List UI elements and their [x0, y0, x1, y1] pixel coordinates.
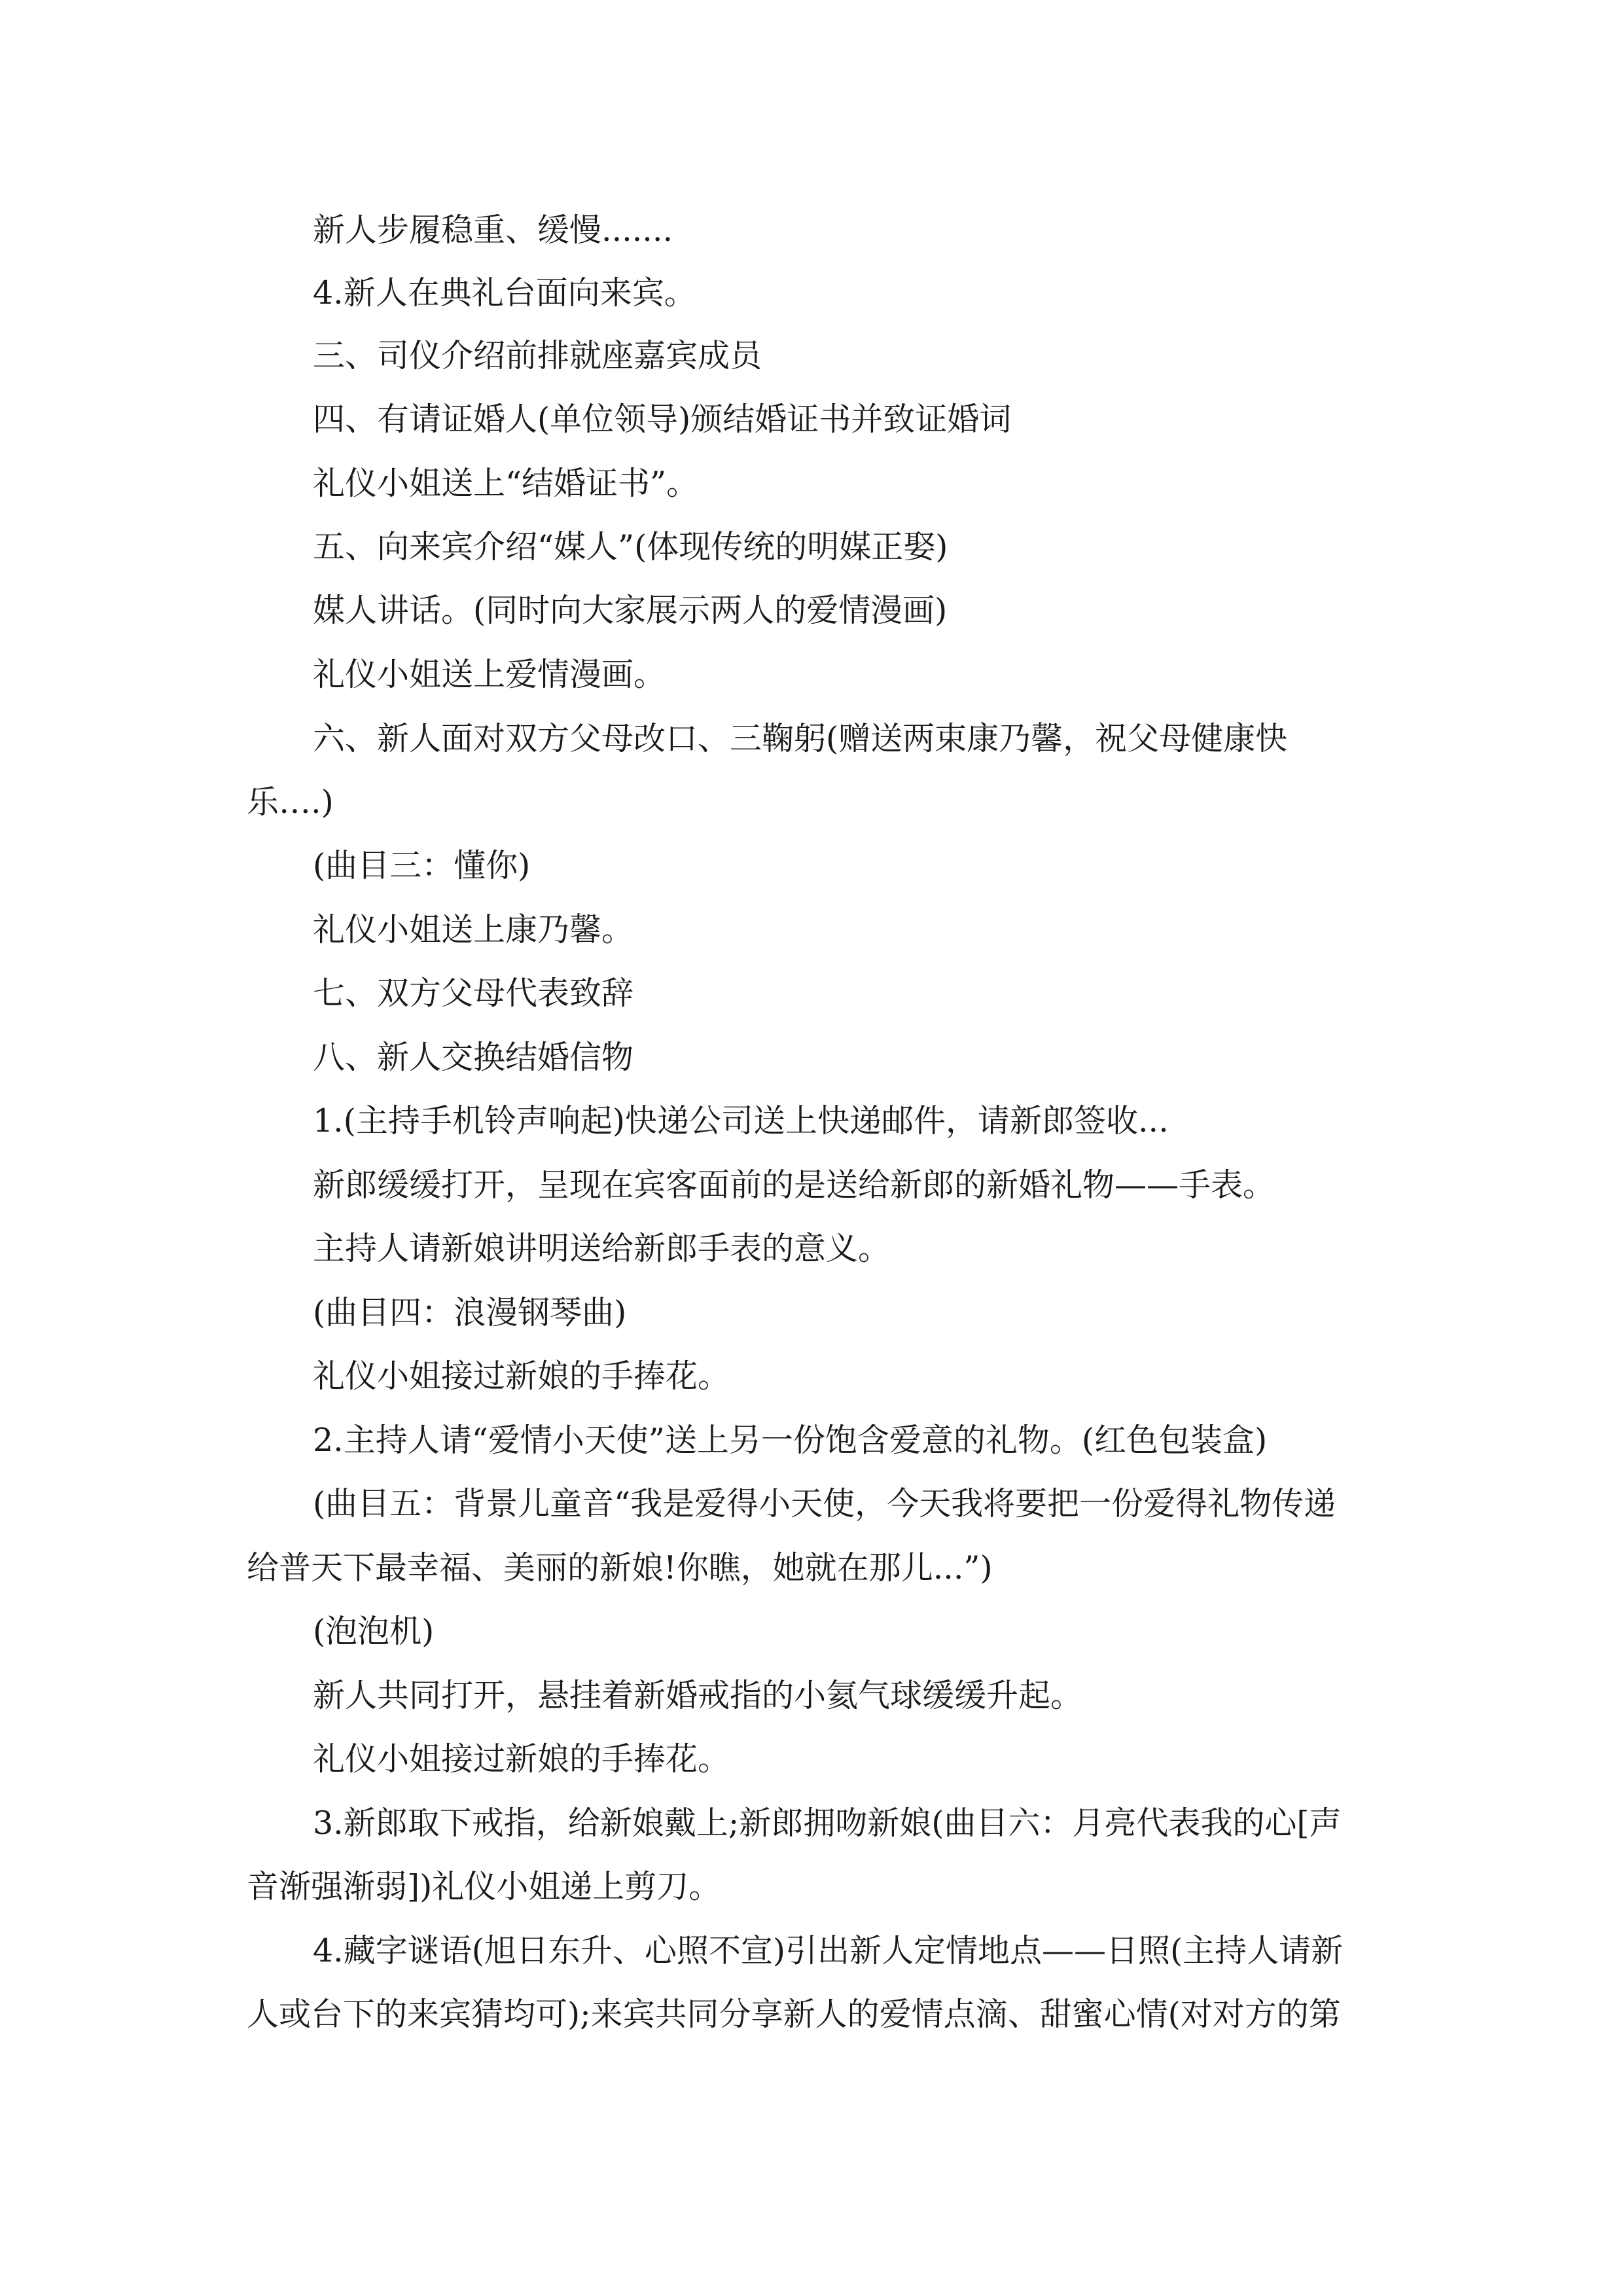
paragraph-continuation: 音渐强渐弱])礼仪小姐递上剪刀。: [247, 1868, 721, 1905]
paragraph: 七、双方父母代表致辞: [313, 975, 634, 1012]
paragraph: 4.新人在典礼台面向来宾。: [313, 274, 696, 312]
paragraph: (曲目四：浪漫钢琴曲): [313, 1294, 627, 1331]
paragraph: 1.(主持手机铃声响起)快递公司送上快递邮件，请新郎签收...: [313, 1102, 1169, 1139]
paragraph: 新人步履稳重、缓慢.......: [313, 211, 673, 249]
paragraph: 三、司仪介绍前排就座嘉宾成员: [313, 337, 762, 374]
paragraph: 八、新人交换结婚信物: [313, 1039, 634, 1076]
paragraph: 礼仪小姐送上“结婚证书”。: [313, 465, 699, 502]
paragraph-continuation: 人或台下的来宾猜均可);来宾共同分享新人的爱情点滴、甜蜜心情(对对方的第: [247, 1996, 1341, 2033]
paragraph: 新郎缓缓打开，呈现在宾客面前的是送给新郎的新婚礼物——手表。: [313, 1166, 1275, 1204]
paragraph: (泡泡机): [313, 1613, 435, 1650]
paragraph: 2.主持人请“爱情小天使”送上另一份饱含爱意的礼物。(红色包装盒): [313, 1422, 1268, 1459]
paragraph: 礼仪小姐接过新娘的手捧花。: [313, 1740, 730, 1778]
paragraph: (曲目五：背景儿童音“我是爱得小天使，今天我将要把一份爱得礼物传递: [313, 1485, 1336, 1522]
paragraph: 4.藏字谜语(旭日东升、心照不宣)引出新人定情地点——日照(主持人请新: [313, 1932, 1344, 1969]
paragraph: 礼仪小姐送上康乃馨。: [313, 911, 634, 948]
paragraph: 礼仪小姐接过新娘的手捧花。: [313, 1357, 730, 1395]
paragraph: 主持人请新娘讲明送给新郎手表的意义。: [313, 1230, 891, 1267]
paragraph: 四、有请证婚人(单位领导)颁结婚证书并致证婚词: [313, 401, 1012, 438]
paragraph-continuation: 乐….): [247, 783, 334, 821]
paragraph: 六、新人面对双方父母改口、三鞠躬(赠送两束康乃馨，祝父母健康快: [313, 720, 1288, 757]
paragraph: 五、向来宾介绍“媒人”(体现传统的明媒正娶): [313, 528, 948, 565]
paragraph-continuation: 给普天下最幸福、美丽的新娘!你瞧，她就在那儿...”): [247, 1549, 993, 1587]
paragraph: 礼仪小姐送上爱情漫画。: [313, 656, 666, 693]
paragraph: (曲目三：懂你): [313, 847, 531, 884]
paragraph: 3.新郎取下戒指，给新娘戴上;新郎拥吻新娘(曲目六：月亮代表我的心[声: [313, 1804, 1342, 1842]
paragraph: 新人共同打开，悬挂着新婚戒指的小氦气球缓缓升起。: [313, 1677, 1083, 1714]
paragraph: 媒人讲话。(同时向大家展示两人的爱情漫画): [313, 592, 948, 629]
